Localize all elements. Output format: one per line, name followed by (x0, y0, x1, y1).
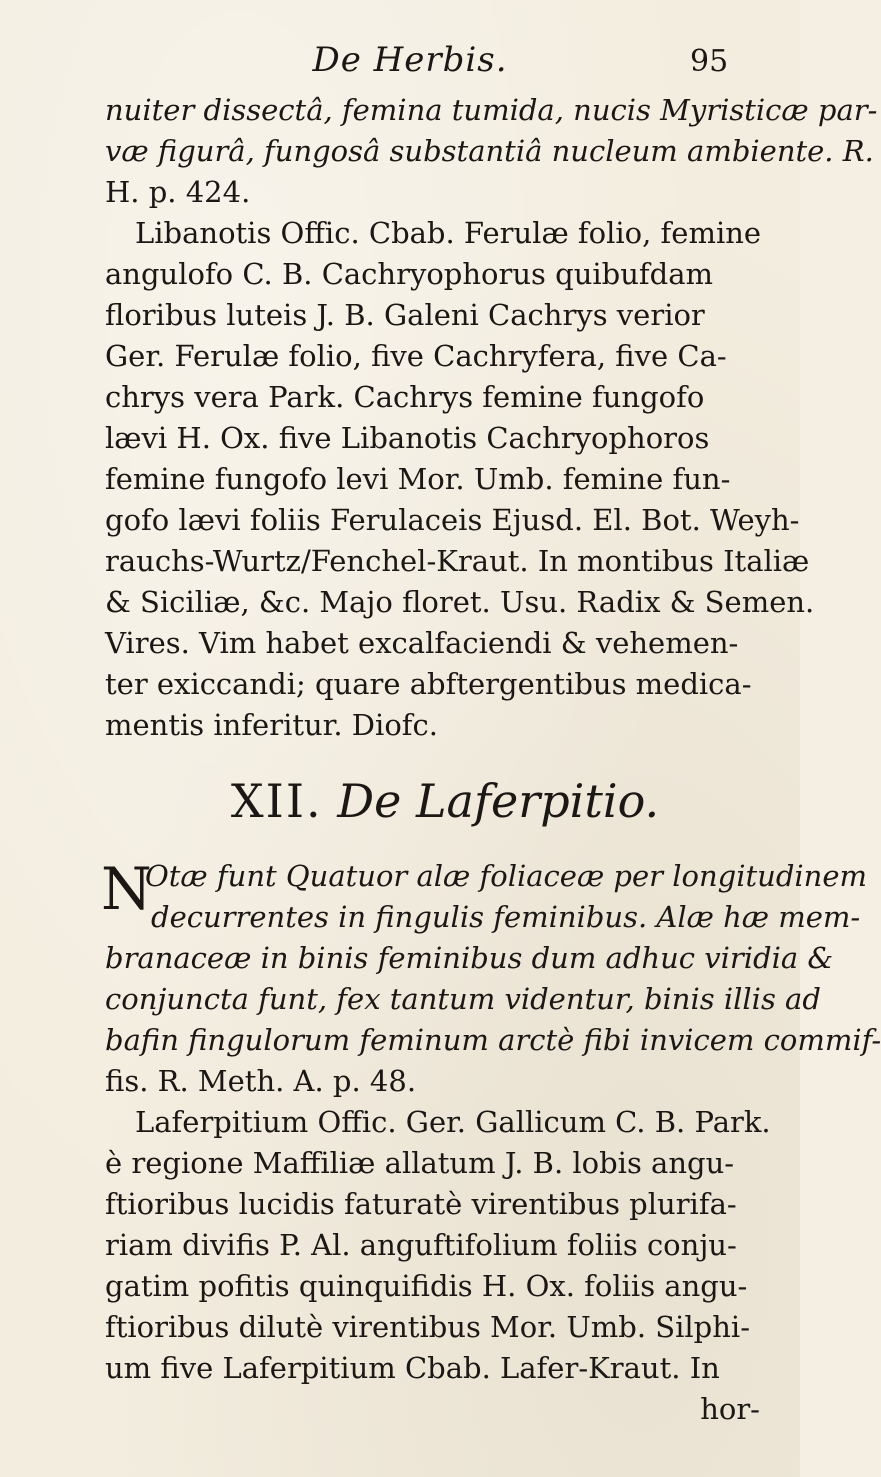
section-prefix: De (337, 774, 402, 828)
text-line: branaceæ in binis feminibus dum adhuc viridia & (105, 941, 834, 975)
section-number: XII. (230, 774, 323, 828)
text-line: Libanotis Offic. Cbab. Ferulæ folio, femine (135, 216, 762, 250)
text-line: decurrentes in fingulis feminibus. Alæ hæ mem- (151, 900, 861, 934)
text-line: Vires. Vim habet excalfaciendi & vehemen- (105, 626, 739, 660)
running-head (0, 40, 800, 90)
text-line: ter exiccandi; quare abftergentibus medica- (105, 667, 752, 701)
text-line: væ figurâ, fungosâ substantiâ nucleum ambiente. R. (105, 134, 874, 168)
text-line-content: Otæ funt Quatuor alæ foliaceæ per longitudinem (145, 859, 867, 893)
section-title: Laferpitio. (416, 774, 660, 828)
text-line: bafin fingulorum feminum arctè fibi invicem commif- (105, 1023, 881, 1057)
drop-cap: N (101, 855, 152, 923)
text-line: è regione Maffiliæ allatum J. B. lobis angu- (105, 1146, 735, 1180)
text-line: femine fungofo levi Mor. Umb. femine fun- (105, 462, 731, 496)
text-line: Laferpitium Offic. Ger. Gallicum C. B. Park. (135, 1105, 771, 1139)
text-line: nuiter dissectâ, femina tumida, nucis Myristicæ par- (105, 93, 878, 127)
text-line: um five Laferpitium Cbab. Lafer-Kraut. In (105, 1351, 720, 1385)
text-line: mentis inferitur. Diofc. (105, 708, 438, 742)
text-line: ftioribus lucidis faturatè virentibus plurifa- (105, 1187, 737, 1221)
text-line: H. p. 424. (105, 175, 251, 209)
text-line: riam divifis P. Al. anguftifolium foliis conju- (105, 1228, 737, 1262)
text-line: lævi H. Ox. five Libanotis Cachryophoros (105, 421, 710, 455)
text-line: floribus luteis J. B. Galeni Cachrys verior (105, 298, 705, 332)
text-line: gatim pofitis quinquifidis H. Ox. foliis angu- (105, 1269, 748, 1303)
text-line: chrys vera Park. Cachrys femine fungofo (105, 380, 705, 414)
catchword: hor- (700, 1392, 760, 1426)
text-line: conjuncta funt, fex tantum videntur, binis illis ad (105, 982, 821, 1016)
text-line: gofo lævi foliis Ferulaceis Ejusd. El. Bot. Weyh- (105, 503, 800, 537)
text-line: Ger. Ferulæ folio, five Cachryfera, five Ca- (105, 339, 727, 373)
text-line: rauchs-Wurtz/Fenchel-Kraut. In montibus Italiæ (105, 544, 810, 578)
running-title: De Herbis. (312, 40, 508, 80)
text-line: fis. R. Meth. A. p. 48. (105, 1064, 417, 1098)
text-block (101, 90, 881, 1430)
text-line: & Siciliæ, &c. Majo floret. Usu. Radix & Semen. (105, 585, 815, 619)
text-line: angulofo C. B. Cachryophorus quibufdam (105, 257, 713, 291)
section-heading (105, 746, 785, 856)
text-line: ftioribus dilutè virentibus Mor. Umb. Silphi- (105, 1310, 750, 1344)
page-number: 95 (690, 44, 729, 79)
